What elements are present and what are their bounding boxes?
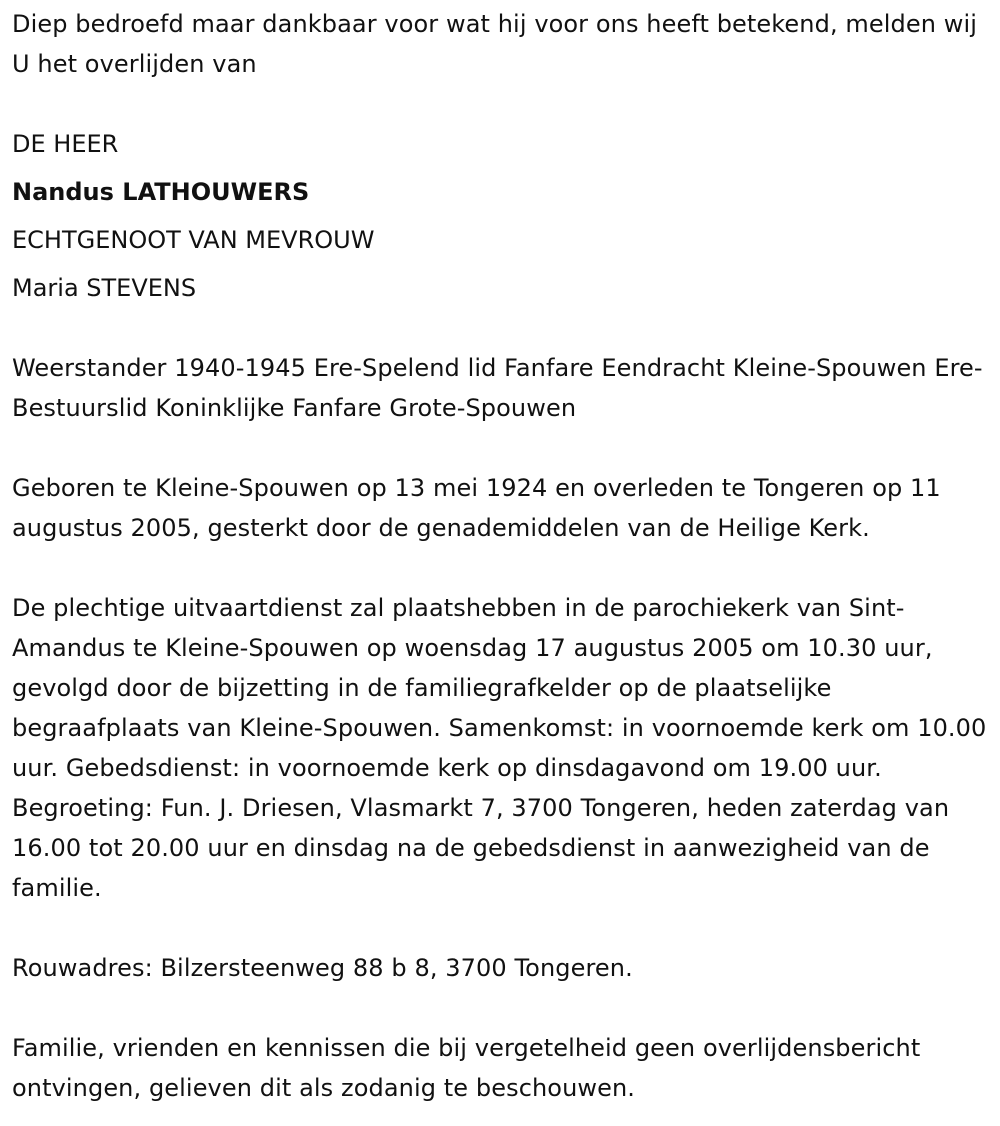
address-paragraph: Rouwadres: Bilzersteenweg 88 b 8, 3700 Tongeren. xyxy=(12,954,633,982)
birth-death-paragraph: Geboren te Kleine-Spouwen op 13 mei 1924 en overleden te Tongeren op 11 augustus 2005, gesterkt door de genademiddelen van de Heilige Kerk. xyxy=(12,474,941,542)
deceased-name: Nandus LATHOUWERS xyxy=(12,178,310,206)
spacer xyxy=(12,548,1000,588)
spacer xyxy=(12,84,1000,120)
funeral-paragraph: De plechtige uitvaartdienst zal plaatshebben in de parochiekerk van Sint-Amandus te Kleine-Spouwen op woensdag 17 augustus 2005 om 10.30 uur, gevolgd door de bijzetting in de familiegrafkelder op de plaatselijke begraafplaats van Kleine-Spouwen. Samenkomst: in voornoemde kerk om 10.00 uur. Gebedsdienst: in voornoemde kerk op dinsdagavond om 19.00 uur. Begroeting: Fun. J. Driesen, Vlasmarkt 7, 3700 Tongeren, heden zaterdag van 16.00 tot 20.00 uur en dinsdag na de gebedsdienst in aanwezigheid van de familie. xyxy=(12,594,987,902)
spouse-prefix: ECHTGENOOT VAN MEVROUW xyxy=(12,226,375,254)
spacer xyxy=(12,988,1000,1028)
closing-paragraph: Familie, vrienden en kennissen die bij vergetelheid geen overlijdensbericht ontvingen, gelieven dit als zodanig te beschouwen. xyxy=(12,1034,921,1102)
distinctions-paragraph: Weerstander 1940-1945 Ere-Spelend lid Fanfare Eendracht Kleine-Spouwen Ere-Bestuurslid Koninklijke Fanfare Grote-Spouwen xyxy=(12,354,983,422)
honorific: DE HEER xyxy=(12,130,119,158)
spacer xyxy=(12,312,1000,348)
intro-paragraph: Diep bedroefd maar dankbaar voor wat hij voor ons heeft betekend, melden wij U het overlijden van xyxy=(12,10,978,78)
spacer xyxy=(12,428,1000,468)
spacer xyxy=(12,908,1000,948)
spouse-name: Maria STEVENS xyxy=(12,274,197,302)
